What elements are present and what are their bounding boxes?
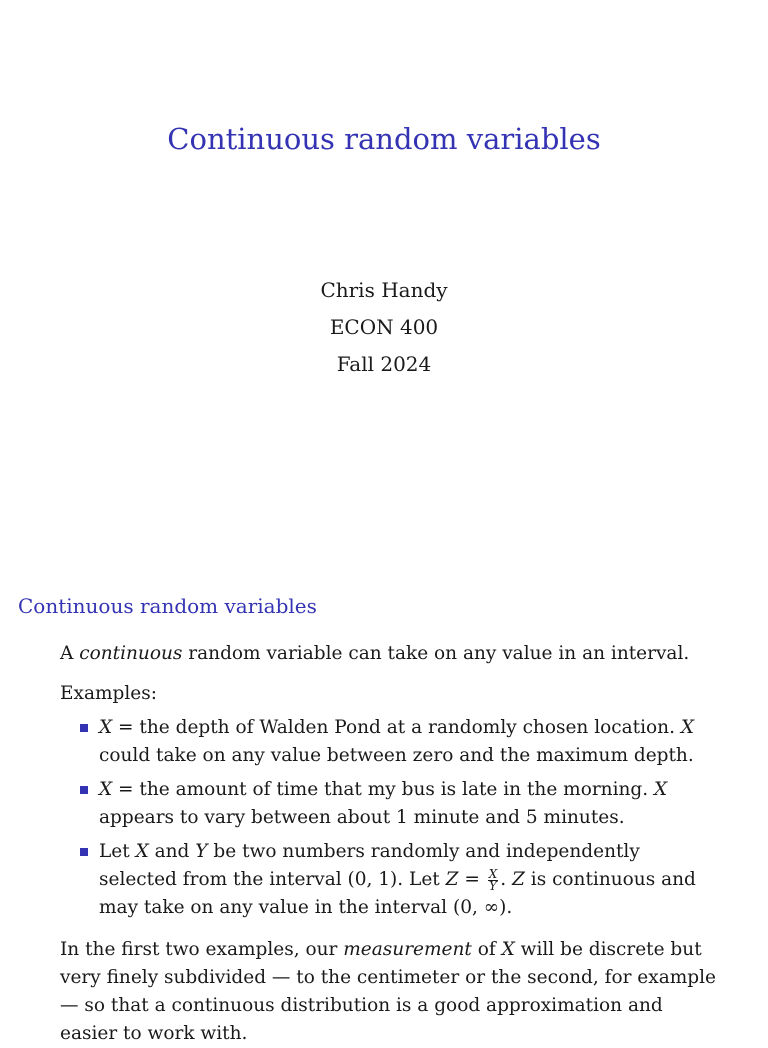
frame-title: Continuous random variables: [18, 594, 317, 618]
fraction-denominator: Y: [489, 878, 497, 893]
list-item: [60, 838, 720, 922]
closing-text-before: In the first two examples, our: [60, 939, 344, 960]
math-var: Z: [445, 869, 459, 890]
frame-body: [60, 640, 720, 1048]
closing-text-after: will be discrete but very finely subdivided — to the centimeter or the second, for example — so that a continuous distribution is a good approximation and easier to work with.: [60, 939, 716, 1044]
math-var: X: [654, 779, 668, 800]
closing-paragraph: [60, 936, 720, 1048]
math-var: X: [135, 841, 149, 862]
math-var: X: [99, 717, 113, 738]
list-item: [60, 714, 720, 770]
square-bullet-icon: [80, 848, 88, 856]
author-block: [0, 272, 768, 383]
intro-text-before: A: [60, 643, 80, 664]
list-item: [60, 776, 720, 832]
closing-emphasis: measurement: [343, 939, 472, 960]
item-text: is continuous and may take on any value in the interval (0, ∞).: [99, 869, 696, 918]
item-text: Let: [99, 841, 136, 862]
item-text: =: [458, 869, 486, 890]
square-bullet-icon: [80, 724, 88, 732]
math-var: Z: [512, 869, 525, 890]
item-text: .: [500, 869, 513, 890]
item-text: appears to vary between about 1 minute and 5 minutes.: [99, 807, 625, 828]
intro-text-after: random variable can take on any value in an interval.: [182, 643, 690, 664]
intro-paragraph: [60, 640, 720, 668]
author-name: Chris Handy: [320, 278, 448, 302]
square-bullet-icon: [80, 786, 88, 794]
math-var: X: [501, 939, 515, 960]
term: Fall 2024: [336, 352, 432, 376]
fraction-numerator: X: [488, 866, 498, 881]
math-var: X: [99, 779, 113, 800]
course-code: ECON 400: [329, 315, 439, 339]
intro-emphasis: continuous: [79, 643, 183, 664]
fraction: [488, 866, 499, 893]
item-text: could take on any value between zero and the maximum depth.: [99, 745, 694, 766]
item-text: be two numbers randomly and independently selected from the interval (0, 1). Let: [99, 841, 640, 890]
presentation-title: Continuous random variables: [167, 122, 601, 156]
math-var: X: [680, 717, 695, 738]
examples-label: Examples:: [60, 683, 157, 704]
item-text: and: [148, 841, 196, 862]
item-text: = the amount of time that my bus is late in the morning.: [112, 779, 655, 800]
closing-text-mid: of: [471, 939, 502, 960]
math-var: Y: [195, 841, 208, 862]
item-text: = the depth of Walden Pond at a randomly chosen location.: [112, 717, 681, 738]
examples-list: [60, 714, 720, 922]
